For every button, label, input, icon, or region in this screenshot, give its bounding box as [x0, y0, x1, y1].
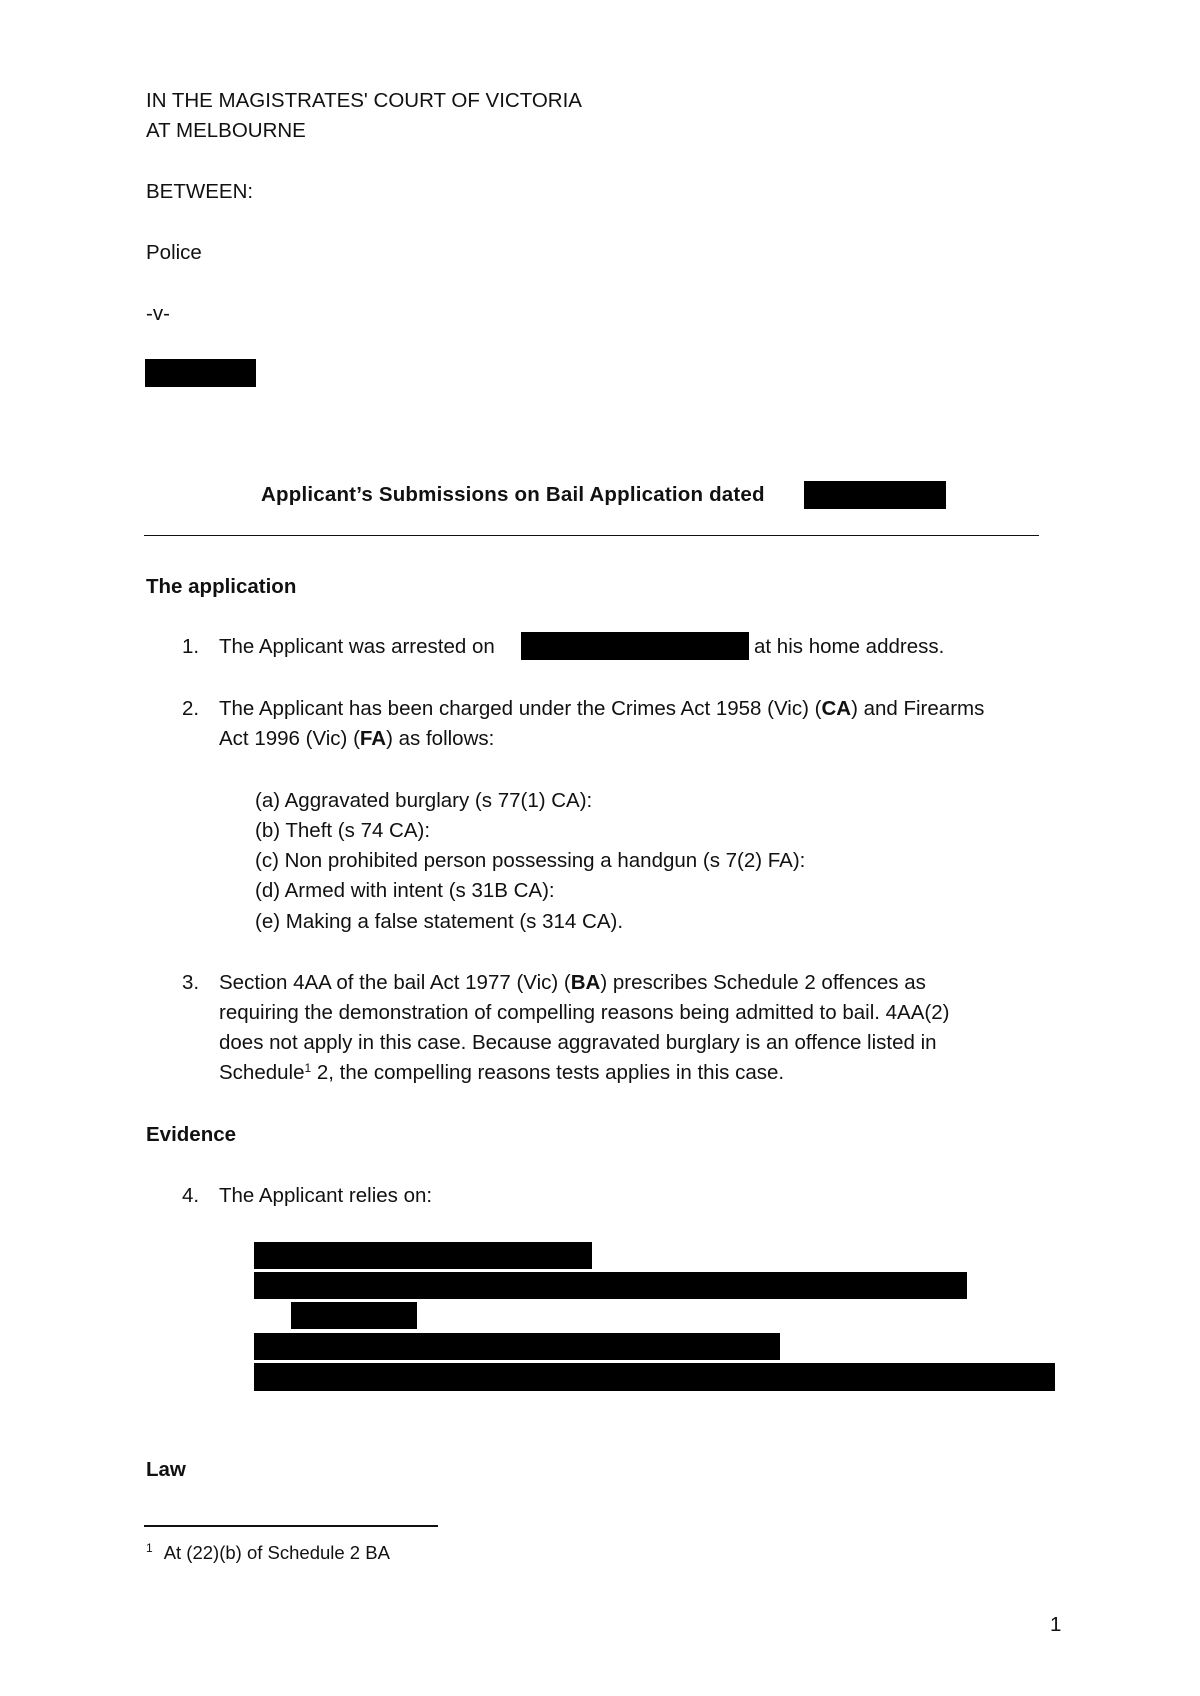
- para-number-2: 2.: [182, 697, 200, 720]
- para-1-text-start: The Applicant was arrested on: [219, 635, 495, 658]
- redacted-arrest-date: [521, 632, 749, 660]
- section-heading-application: The application: [146, 575, 297, 598]
- para-2-text: ) and Firearms: [851, 697, 985, 720]
- charge-item: (c) Non prohibited person possessing a handgun (s 7(2) FA):: [255, 849, 806, 872]
- versus-label: -v-: [146, 302, 170, 325]
- para-3-text: ) prescribes Schedule 2 offences as: [600, 971, 926, 994]
- redacted-evidence-item: [254, 1272, 967, 1299]
- para-2-line-2: [219, 724, 494, 754]
- document-title: Applicant’s Submissions on Bail Application dated: [261, 483, 765, 506]
- between-label: BETWEEN:: [146, 180, 254, 203]
- para-4-text: The Applicant relies on:: [219, 1184, 433, 1207]
- page-number: 1: [1050, 1613, 1062, 1636]
- para-3-text: Schedule: [219, 1061, 305, 1084]
- redacted-applicant-name: [145, 359, 256, 387]
- section-heading-law: Law: [146, 1458, 186, 1481]
- para-3-line-2: requiring the demonstration of compelling reasons being admitted to bail. 4AA(2): [219, 1001, 950, 1024]
- para-number-1: 1.: [182, 635, 200, 658]
- redacted-evidence-item: [291, 1302, 417, 1329]
- para-3-line-4: [219, 1058, 784, 1088]
- para-number-3: 3.: [182, 971, 200, 994]
- redacted-application-date: [804, 481, 946, 509]
- section-heading-evidence: Evidence: [146, 1123, 237, 1146]
- abbr-ca: CA: [821, 697, 852, 720]
- para-3-text: 2, the compelling reasons tests applies in this case.: [311, 1061, 785, 1084]
- para-2-text: The Applicant has been charged under the Crimes Act 1958 (Vic) (: [219, 697, 822, 720]
- party-police: Police: [146, 241, 202, 264]
- footnote: [146, 1538, 390, 1568]
- para-number-4: 4.: [182, 1184, 200, 1207]
- charge-item: (d) Armed with intent (s 31B CA):: [255, 879, 555, 902]
- para-3-text: Section 4AA of the bail Act 1977 (Vic) (: [219, 971, 571, 994]
- footnote-text: At (22)(b) of Schedule 2 BA: [163, 1542, 390, 1563]
- footnote-marker: 1: [146, 1541, 153, 1555]
- redacted-evidence-item: [254, 1242, 592, 1269]
- para-1-text-end: at his home address.: [754, 635, 945, 658]
- abbr-ba: BA: [570, 971, 601, 994]
- para-2-line-1: [219, 694, 984, 724]
- para-2-text: Act 1996 (Vic) (: [219, 727, 360, 750]
- court-location: AT MELBOURNE: [146, 119, 306, 142]
- redacted-evidence-item: [254, 1363, 1055, 1391]
- court-name: IN THE MAGISTRATES' COURT OF VICTORIA: [146, 89, 582, 112]
- charge-item: (a) Aggravated burglary (s 77(1) CA):: [255, 789, 593, 812]
- charge-item: (b) Theft (s 74 CA):: [255, 819, 431, 842]
- redacted-evidence-item: [254, 1333, 780, 1360]
- para-3-line-1: [219, 968, 926, 998]
- footnote-reference[interactable]: 1: [304, 1061, 312, 1075]
- para-3-line-3: does not apply in this case. Because aggravated burglary is an offence listed in: [219, 1031, 937, 1054]
- title-divider: [144, 535, 1039, 536]
- abbr-fa: FA: [359, 727, 387, 750]
- charge-item: (e) Making a false statement (s 314 CA).: [255, 910, 624, 933]
- para-2-text: ) as follows:: [386, 727, 495, 750]
- footnote-separator: [144, 1525, 438, 1527]
